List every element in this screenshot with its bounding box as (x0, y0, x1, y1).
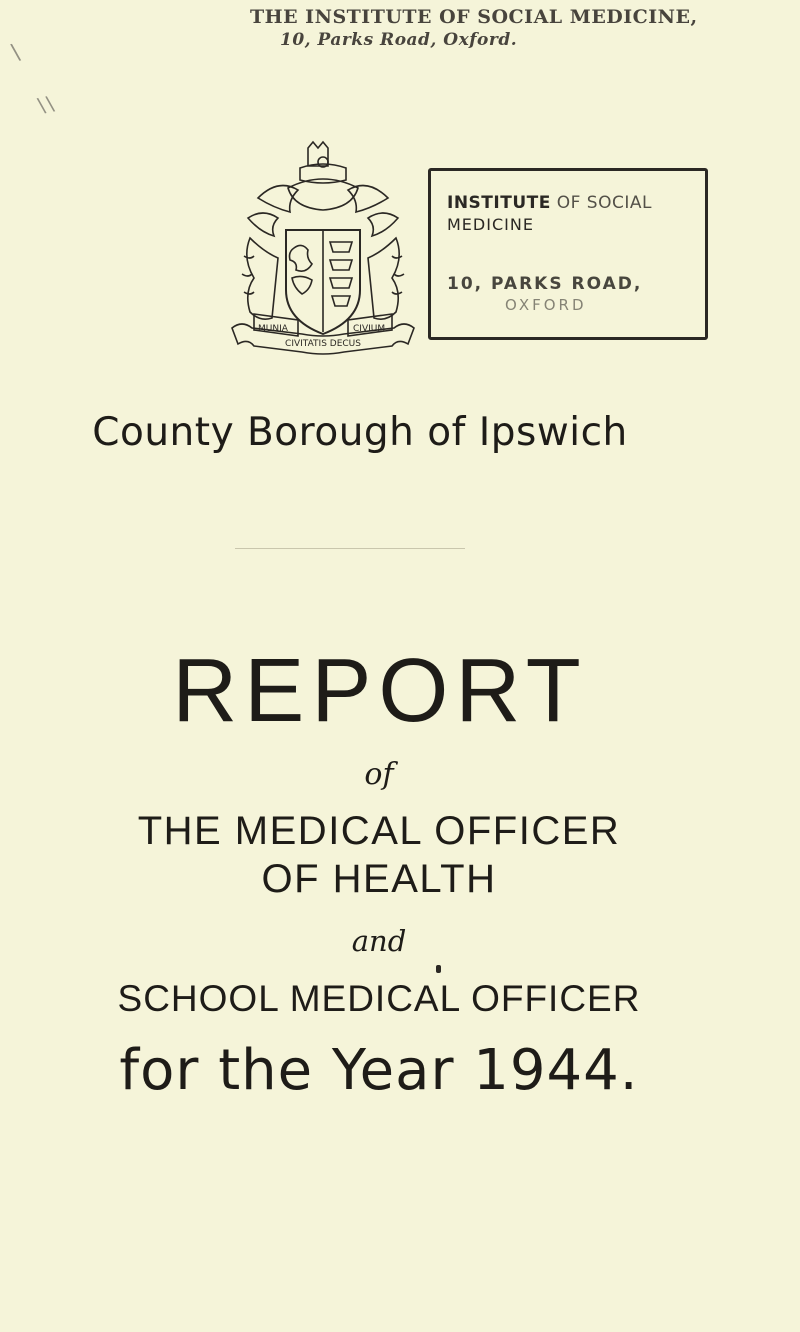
library-stamp-line1 (447, 193, 705, 213)
crest-motto-left: MUNIA (258, 324, 288, 334)
crest-motto-center: CIVITATIS DECUS (285, 339, 361, 349)
library-stamp-line3: 10, PARKS ROAD, (447, 274, 643, 294)
borough-heading: County Borough of Ipswich (92, 410, 628, 455)
pencil-annotation: \ (9, 39, 24, 66)
report-title: REPORT (172, 641, 588, 741)
institute-stamp-line1: THE INSTITUTE OF SOCIAL MEDICINE, (250, 6, 698, 28)
library-stamp-line1-bold: INSTITUTE (447, 193, 551, 213)
crest-motto-right: CIVIUM (353, 324, 386, 334)
school-officer-title: SCHOOL MEDICAL OFFICER (117, 978, 641, 1019)
of-connector: of (364, 757, 394, 792)
library-stamp-line2: MEDICINE (447, 215, 534, 234)
officer-title-line1: THE MEDICAL OFFICER (137, 809, 621, 853)
institute-stamp-line2: 10, Parks Road, Oxford. (280, 30, 518, 50)
report-year: for the Year 1944. (119, 1038, 639, 1103)
ink-speck (436, 965, 441, 973)
library-stamp-line1-rest: OF SOCIAL (550, 193, 652, 213)
and-connector: and (351, 924, 407, 958)
institute-stamp-top (250, 6, 710, 50)
library-stamp (428, 168, 708, 340)
ipswich-coat-of-arms-icon (228, 138, 418, 368)
officer-title-line2: OF HEALTH (261, 857, 497, 901)
library-stamp-line4: OXFORD (505, 296, 587, 314)
divider (235, 548, 465, 549)
pencil-annotation: \\ (35, 90, 58, 118)
officer-title (0, 807, 758, 903)
